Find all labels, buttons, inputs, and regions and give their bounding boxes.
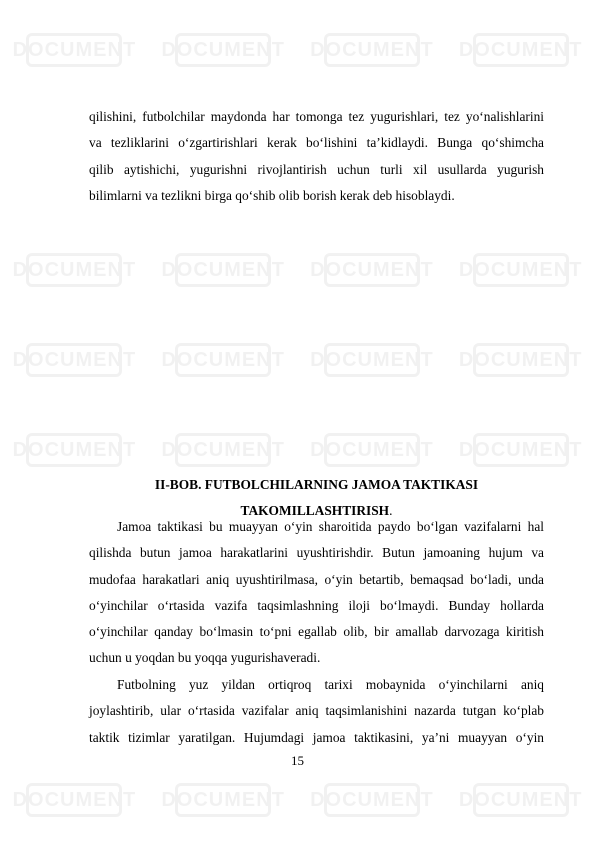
chapter-heading-line-1: II-BOB. FUTBOLCHILARNING JAMOA TAKTIKASI bbox=[154, 477, 479, 492]
watermark-logo: DOCUMENT bbox=[26, 783, 122, 817]
watermark-logo: DOCUMENT bbox=[175, 433, 271, 467]
paragraph-team-tactics bbox=[89, 514, 544, 672]
watermark-row bbox=[0, 770, 595, 830]
text-line: Jamoa taktikasi bu muayyan o‘yin sharoitida paydo bo‘lgan vazifalarni hal bbox=[117, 519, 544, 534]
watermark-logo: DOCUMENT bbox=[175, 33, 271, 67]
text-line: qilib aytishichi, yugurishni rivojlantirish uchun turli xil usullarda yugurish bbox=[89, 161, 544, 177]
watermark-row bbox=[0, 240, 595, 300]
watermark-logo: DOCUMENT bbox=[473, 783, 569, 817]
watermark-logo: DOCUMENT bbox=[473, 343, 569, 377]
watermark-logo: DOCUMENT bbox=[26, 433, 122, 467]
paragraph-football-history bbox=[89, 672, 544, 751]
watermark-logo: DOCUMENT bbox=[26, 253, 122, 287]
watermark-logo: DOCUMENT bbox=[324, 433, 420, 467]
page-number: 15 bbox=[291, 753, 304, 768]
watermark-row bbox=[0, 20, 595, 80]
text-line: taktik tizimlar yaratilgan. Hujumdagi jamoa taktikasini, ya’ni muayyan o‘yin bbox=[89, 729, 544, 745]
watermark-logo: DOCUMENT bbox=[175, 253, 271, 287]
watermark-logo: DOCUMENT bbox=[26, 343, 122, 377]
watermark-logo: DOCUMENT bbox=[473, 253, 569, 287]
chapter-heading-line-2-text: TAKOMILLASHTIRISH bbox=[240, 503, 390, 518]
watermark-row bbox=[0, 420, 595, 480]
watermark-logo: DOCUMENT bbox=[473, 33, 569, 67]
text-line: qilishda butun jamoa harakatlarini uyushtirishdir. Butun jamoaning hujum va bbox=[89, 545, 544, 561]
text-line: Futbolning yuz yildan ortiqroq tarixi mobaynida o‘yinchilarni aniq bbox=[117, 677, 544, 692]
watermark-logo: DOCUMENT bbox=[324, 33, 420, 67]
text-line: joylashtirib, ular o‘rtasida vazifalar aniq taqsimlanishini nazarda tutgan ko‘plab bbox=[89, 703, 544, 719]
text-line: mudofaa harakatlari aniq uyushtirilmasa, o‘yin betartib, bemaqsad bo‘ladi, unda bbox=[89, 571, 544, 587]
text-line: uchun u yoqdan bu yoqqa yugurishaveradi. bbox=[89, 650, 321, 666]
watermark-logo: DOCUMENT bbox=[26, 33, 122, 67]
watermark-logo: DOCUMENT bbox=[175, 783, 271, 817]
text-line: o‘yinchilar o‘rtasida vazifa taqsimlashning iloji bo‘lmaydi. Bunday hollarda bbox=[89, 597, 544, 613]
paragraph-continuation bbox=[89, 104, 544, 209]
watermark-logo: DOCUMENT bbox=[324, 343, 420, 377]
text-line: va tezliklarini o‘zgartirishlari kerak bo‘lishini ta’kidlaydi. Bunga qo‘shimcha bbox=[89, 135, 544, 151]
text-line: qilishini, futbolchilar maydonda har tomonga tez yugurishlari, tez yo‘nalishlarini bbox=[89, 109, 544, 124]
watermark-row bbox=[0, 330, 595, 390]
chapter-heading-period: . bbox=[389, 503, 393, 518]
text-line: bilimlarni va tezlikni birga qo‘shib olib borish kerak deb hisoblaydi. bbox=[89, 187, 455, 203]
watermark-logo: DOCUMENT bbox=[175, 343, 271, 377]
watermark-logo: DOCUMENT bbox=[324, 783, 420, 817]
watermark-logo: DOCUMENT bbox=[324, 253, 420, 287]
text-line: o‘yinchilar qanday bo‘lmasin to‘pni egallab olib, bir amallab darvozaga kiritish bbox=[89, 624, 544, 640]
watermark-logo: DOCUMENT bbox=[473, 433, 569, 467]
